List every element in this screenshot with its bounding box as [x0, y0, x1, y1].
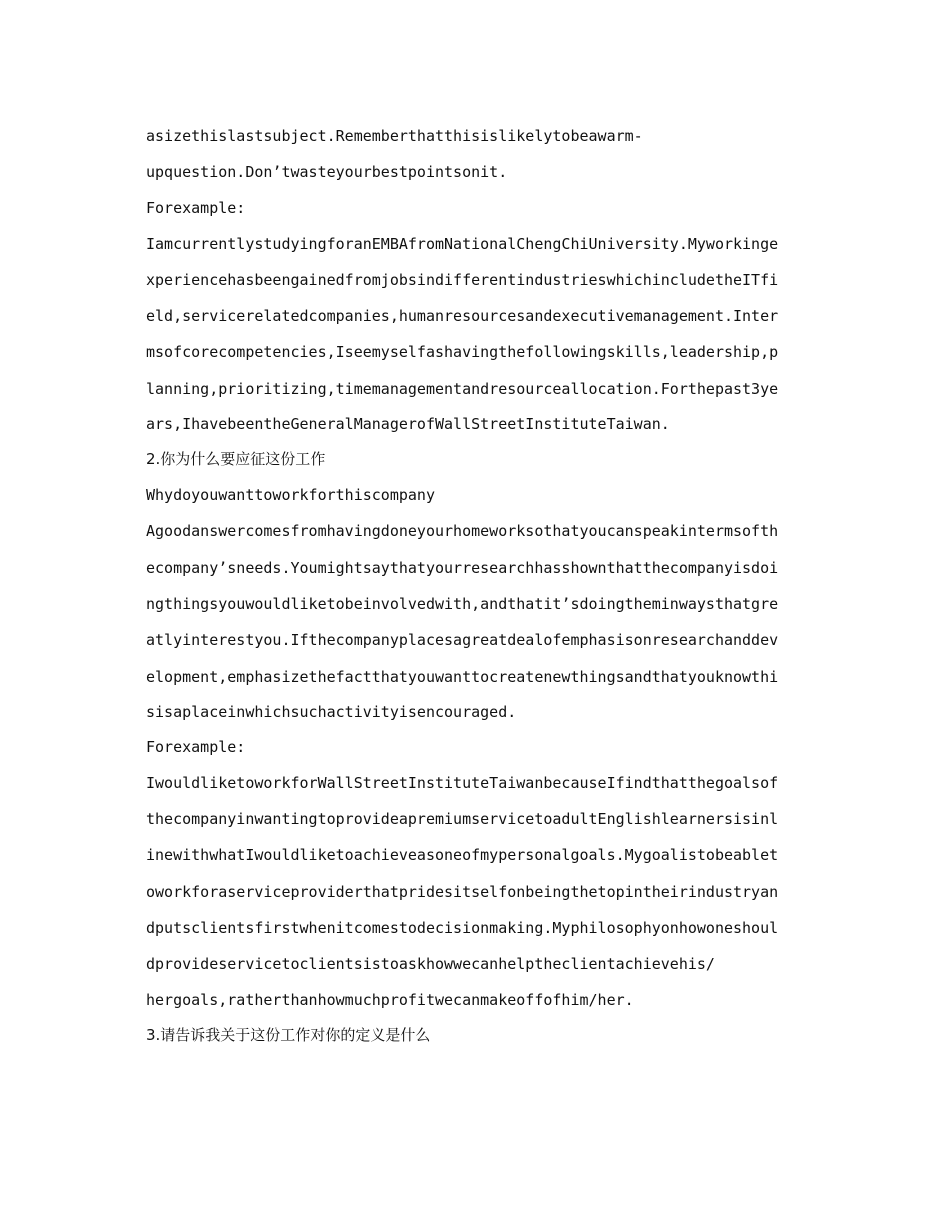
document-body	[146, 118, 806, 1053]
example-label: Forexample:	[146, 198, 246, 217]
body-text-line: thecompanyinwantingtoprovideapremiumservicetoadultEnglishlearnersisinl	[146, 810, 779, 829]
body-text-line: asizethislastsubject.Rememberthatthisislikelytobeawarm-	[146, 127, 643, 145]
example-label: Forexample:	[146, 737, 246, 756]
body-text-line: sisaplaceinwhichsuchactivityisencouraged.	[146, 702, 517, 721]
body-text-line: oworkforaserviceproviderthatpridesitselfonbeingthetopintheirindustryan	[146, 882, 779, 901]
body-text-line: atlyinterestyou.Ifthecompanyplacesagreatdealofemphasisonresearchanddev	[146, 631, 779, 650]
section-heading: 3.请告诉我关于这份工作对你的定义是什么	[146, 1025, 431, 1044]
body-text-line: dprovideservicetoclientsistoaskhowwecanhelptheclientachievehis/	[146, 955, 715, 974]
body-text-line: upquestion.Don’twasteyourbestpointsonit.	[146, 163, 508, 182]
body-text-line: dputsclientsfirstwhenitcomestodecisionmaking.Myphilosophyonhowoneshoul	[146, 919, 779, 938]
body-text-line: ngthingsyouwouldliketobeinvolvedwith,andthatit’sdoingtheminwaysthatgre	[146, 594, 779, 613]
body-text-line: eld,servicerelatedcompanies,humanresourcesandexecutivemanagement.Inter	[146, 307, 779, 326]
body-text-line: inewithwhatIwouldliketoachieveasoneofmypersonalgoals.Mygoalistobeablet	[146, 846, 779, 865]
body-text-line: Agoodanswercomesfromhavingdoneyourhomeworksothatyoucanspeakintermsofth	[146, 522, 779, 541]
section-heading: 2.你为什么要应征这份工作	[146, 450, 326, 469]
body-text-line: msofcorecompetencies,Iseemyselfashavingthefollowingskills,leadership,p	[146, 343, 779, 362]
body-text-line: ecompany’sneeds.Youmightsaythatyourresearchhasshownthatthecompanyisdoi	[146, 558, 779, 577]
body-text-line: lanning,prioritizing,timemanagementandresourceallocation.Forthepast3ye	[146, 379, 779, 398]
body-text-line: elopment,emphasizethefactthatyouwanttocreatenewthingsandthatyouknowthi	[146, 667, 779, 686]
body-text-line: IamcurrentlystudyingforanEMBAfromNationalChengChiUniversity.Myworkinge	[146, 234, 779, 253]
body-text-line: ars,IhavebeentheGeneralManagerofWallStreetInstituteTaiwan.	[146, 415, 670, 434]
body-text-line: IwouldliketoworkforWallStreetInstituteTaiwanbecauseIfindthatthegoalsof	[146, 773, 779, 792]
section-subheading: Whydoyouwanttoworkforthiscompany	[146, 486, 435, 505]
body-text-line: xperiencehasbeengainedfromjobsindifferentindustrieswhichincludetheITfi	[146, 270, 779, 289]
body-text-line: hergoals,ratherthanhowmuchprofitwecanmakeoffofhim/her.	[146, 990, 634, 1009]
